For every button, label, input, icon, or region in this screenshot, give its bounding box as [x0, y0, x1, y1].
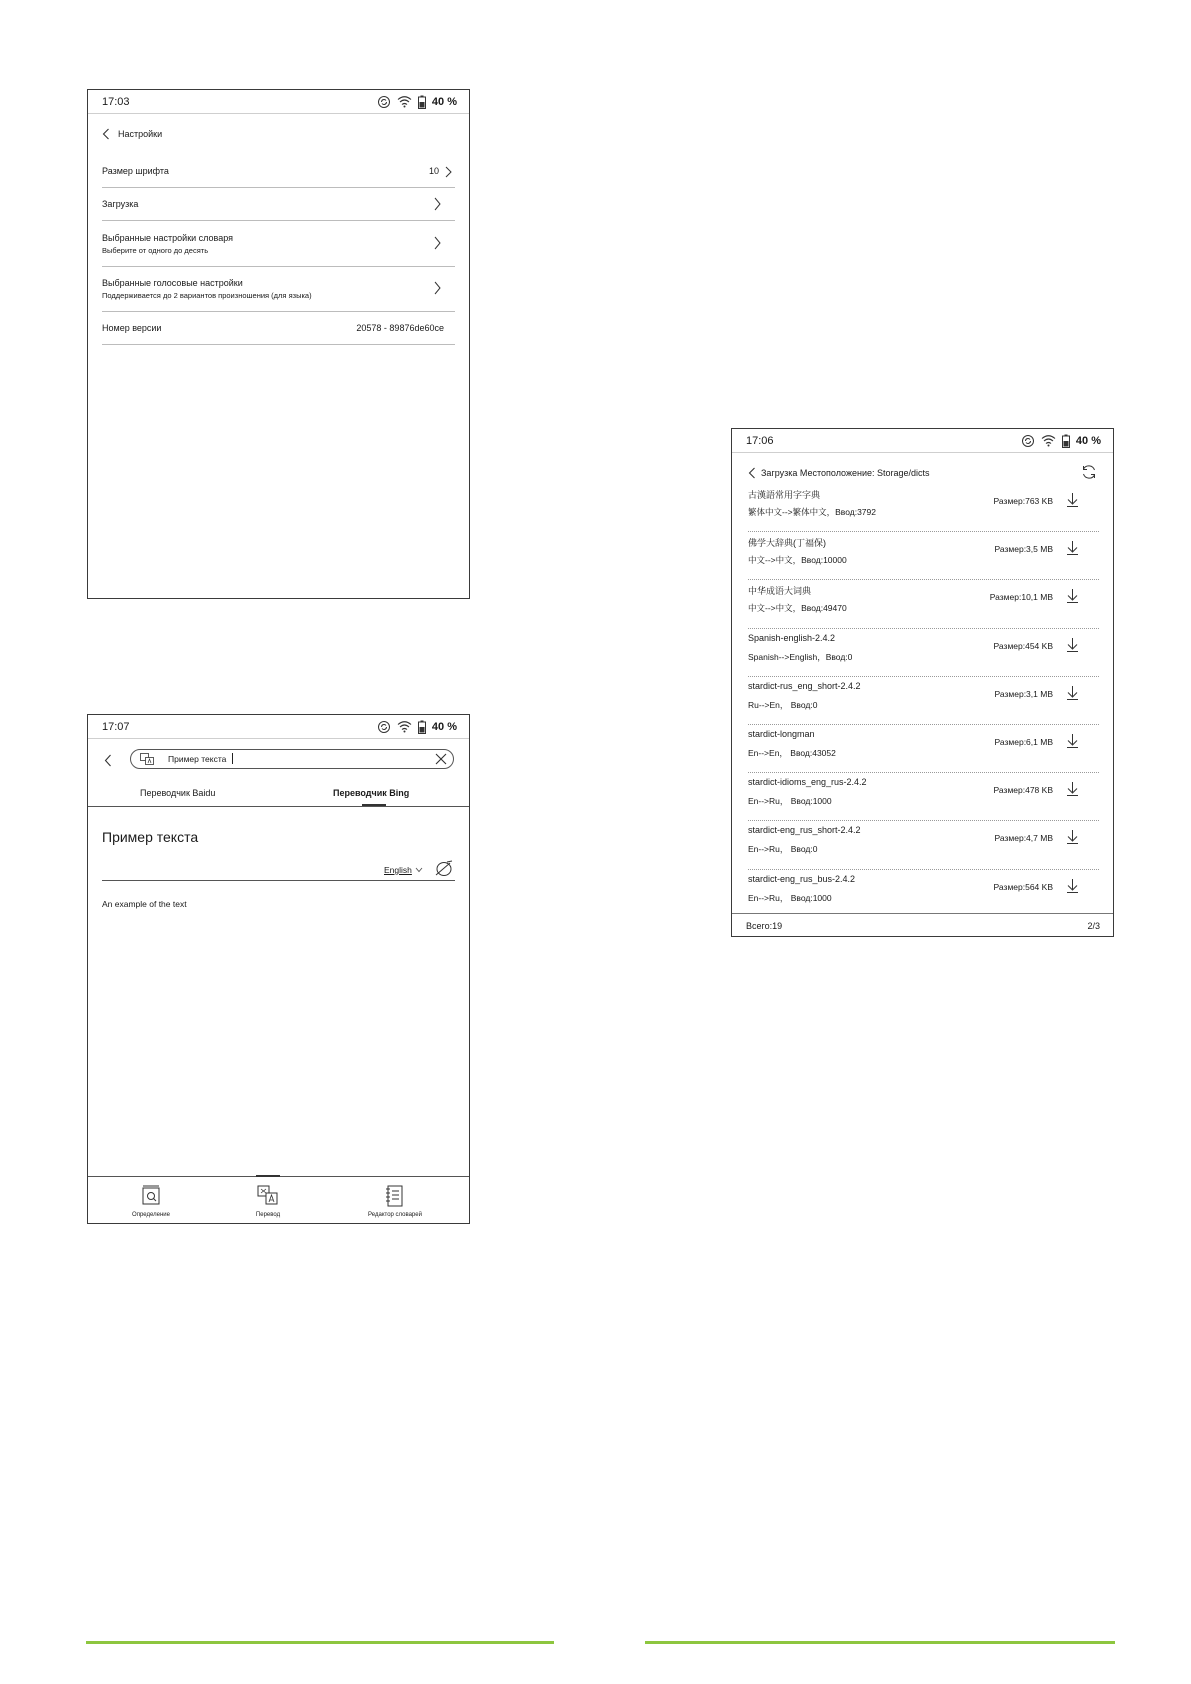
- wifi-icon: [397, 95, 412, 108]
- divider: [102, 344, 455, 345]
- wifi-icon: [397, 720, 412, 733]
- list-item[interactable]: [748, 870, 1099, 918]
- page-title: Настройки: [118, 129, 163, 139]
- chevron-right-icon: [434, 281, 441, 295]
- dictionary-size: Размер:564 KB: [993, 881, 1053, 892]
- row-title: Размер шрифта: [102, 166, 169, 176]
- row-subtitle: Поддерживается до 2 вариантов произношения (для языка): [102, 291, 312, 300]
- settings-row-version: [102, 312, 455, 345]
- chevron-down-icon: [415, 867, 423, 873]
- battery-level: 40 %: [431, 95, 457, 108]
- dictionary-meta: 中文-->中文，Ввод:49470: [748, 603, 847, 614]
- sync-icon: [1021, 434, 1035, 448]
- result-text: An example of the text: [102, 899, 187, 909]
- status-time: 17:06: [746, 434, 774, 447]
- dictionary-name: stardict-longman: [748, 729, 815, 739]
- chevron-right-icon: [434, 197, 441, 211]
- list-item[interactable]: [748, 532, 1099, 580]
- page-indicator: 2/3: [1087, 921, 1100, 931]
- chevron-left-icon: [748, 467, 756, 479]
- refresh-icon[interactable]: [1081, 464, 1097, 480]
- battery-icon: [1062, 434, 1070, 448]
- close-icon[interactable]: [435, 753, 447, 765]
- nav-label: Перевод: [255, 1212, 281, 1218]
- status-bar: [732, 429, 1113, 453]
- dictionary-name: 佛学大辞典(丁福保): [748, 538, 826, 549]
- tab-bing[interactable]: Переводчик Bing: [333, 788, 410, 798]
- status-time: 17:07: [102, 720, 130, 733]
- settings-screen: [87, 89, 470, 599]
- settings-row-voice[interactable]: [102, 267, 455, 311]
- list-item[interactable]: [748, 773, 1099, 821]
- dictionary-icon: [142, 1185, 160, 1205]
- download-icon[interactable]: [1066, 781, 1079, 796]
- download-icon[interactable]: [1066, 733, 1079, 748]
- sync-icon: [377, 95, 391, 109]
- divider: [732, 913, 1113, 914]
- tab-baidu[interactable]: Переводчик Baidu: [140, 788, 216, 798]
- download-icon[interactable]: [1066, 637, 1079, 652]
- dictionary-name: stardict-rus_eng_short-2.4.2: [748, 680, 861, 691]
- dictionary-name: stardict-idioms_eng_rus-2.4.2: [748, 777, 867, 788]
- battery-level: 40 %: [1075, 434, 1101, 447]
- language-label: English: [384, 865, 412, 875]
- translate-icon: [140, 753, 154, 765]
- download-screen: [731, 428, 1114, 937]
- translate-icon: [257, 1185, 279, 1205]
- text-cursor: [232, 753, 233, 764]
- download-icon[interactable]: [1066, 588, 1079, 603]
- chevron-right-icon: [445, 166, 452, 178]
- dictionary-size: Размер:478 KB: [993, 785, 1053, 796]
- row-subtitle: Выберите от одного до десять: [102, 246, 209, 255]
- sync-icon: [377, 720, 391, 734]
- nav-dictionary-editor[interactable]: [350, 1185, 440, 1218]
- accent-line-right: [645, 1641, 1115, 1644]
- accent-line-left: [86, 1641, 554, 1644]
- settings-row-dictionary[interactable]: [102, 221, 455, 266]
- dictionary-meta: Spanish-->English，Ввод:0: [748, 651, 853, 662]
- list-item[interactable]: [748, 821, 1099, 869]
- dictionary-size: Размер:3,5 MB: [994, 544, 1053, 555]
- dictionary-meta: 中文-->中文，Ввод:10000: [748, 555, 847, 566]
- list-item[interactable]: [748, 580, 1099, 628]
- nav-translate[interactable]: [238, 1185, 298, 1218]
- dictionary-size: Размер:10,1 MB: [989, 592, 1053, 603]
- dictionary-meta: En-->En， Ввод:43052: [748, 748, 836, 758]
- nav-definition[interactable]: [121, 1185, 181, 1218]
- download-icon[interactable]: [1066, 878, 1079, 893]
- search-input[interactable]: [130, 749, 454, 769]
- list-item[interactable]: [748, 725, 1099, 773]
- list-item[interactable]: [748, 629, 1099, 677]
- translate-screen: [87, 714, 470, 1224]
- row-title: Загрузка: [102, 199, 139, 209]
- dictionary-meta: 繁体中文-->繁体中文，Ввод:3792: [748, 507, 876, 517]
- settings-row-font-size[interactable]: [102, 157, 455, 187]
- dictionary-size: Размер:6,1 MB: [994, 737, 1053, 747]
- dictionary-meta: Ru-->En， Ввод:0: [748, 699, 818, 710]
- total-count: Всего:19: [746, 921, 783, 931]
- back-button[interactable]: [102, 128, 162, 140]
- dictionary-size: Размер:4,7 MB: [994, 833, 1053, 844]
- dictionary-name: 古漢語常用字字典: [748, 490, 821, 500]
- list-item[interactable]: [748, 677, 1099, 725]
- dictionary-name: stardict-eng_rus_bus-2.4.2: [748, 873, 856, 884]
- dictionary-meta: En-->Ru， Ввод:0: [748, 844, 818, 855]
- back-button[interactable]: [104, 754, 112, 767]
- dictionary-size: Размер:3,1 MB: [994, 688, 1053, 699]
- battery-icon: [418, 720, 426, 734]
- dictionary-meta: En-->Ru， Ввод:1000: [748, 892, 832, 903]
- dictionary-name: 中华成语大词典: [748, 586, 812, 597]
- dictionary-name: Spanish-english-2.4.2: [748, 632, 836, 643]
- dictionary-size: Размер:454 KB: [993, 640, 1053, 651]
- nav-label: Определение: [132, 1212, 170, 1218]
- dictionary-meta: En-->Ru， Ввод:1000: [748, 796, 832, 807]
- chevron-left-icon: [102, 128, 110, 140]
- download-icon[interactable]: [1066, 685, 1079, 700]
- tab-active-indicator: [256, 1175, 280, 1177]
- status-bar: [88, 90, 469, 114]
- language-select[interactable]: [384, 865, 423, 875]
- back-button[interactable]: [748, 467, 930, 479]
- dictionary-size: Размер:763 KB: [993, 496, 1053, 506]
- divider: [88, 806, 469, 807]
- settings-row-download[interactable]: [102, 188, 455, 220]
- chevron-right-icon: [434, 236, 441, 250]
- nav-label: Редактор словарей: [368, 1212, 422, 1218]
- wifi-icon: [1041, 434, 1056, 447]
- list-item[interactable]: [748, 484, 1099, 532]
- status-time: 17:03: [102, 95, 130, 108]
- source-text: Пример текста: [102, 829, 199, 845]
- version-value: 20578 - 89876de60ce: [356, 323, 444, 333]
- download-icon[interactable]: [1066, 829, 1079, 844]
- download-icon[interactable]: [1066, 492, 1079, 507]
- search-value: Пример текста: [168, 754, 227, 764]
- divider: [102, 880, 455, 881]
- dictionary-name: stardict-eng_rus_short-2.4.2: [748, 825, 861, 836]
- battery-icon: [418, 95, 426, 109]
- page-title: Загрузка Местоположение: Storage/dicts: [761, 468, 930, 478]
- notebook-icon: [386, 1185, 404, 1207]
- row-title: Номер версии: [102, 323, 162, 333]
- status-bar: [88, 715, 469, 739]
- battery-level: 40 %: [431, 720, 457, 733]
- voice-icon[interactable]: [434, 860, 454, 878]
- row-value: 10: [428, 166, 439, 176]
- row-title: Выбранные настройки словаря: [102, 233, 233, 243]
- download-icon[interactable]: [1066, 540, 1079, 555]
- row-title: Выбранные голосовые настройки: [102, 278, 243, 288]
